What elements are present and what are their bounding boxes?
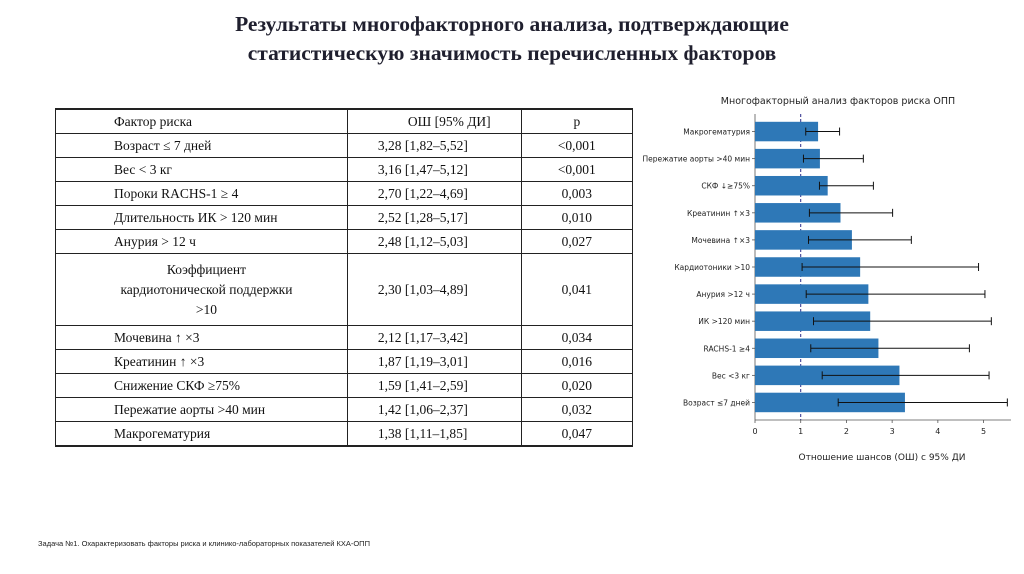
table-row (56, 326, 633, 350)
factor-cell: Пережатие аорты >40 мин (56, 398, 348, 422)
factor-cell: Вес < 3 кг (56, 158, 348, 182)
header-p: р (521, 109, 632, 134)
header-factor: Фактор риска (56, 109, 348, 134)
factor-cell: Мочевина ↑ ×3 (56, 326, 348, 350)
x-tick-label: 0 (752, 427, 758, 436)
p-cell: 0,034 (521, 326, 632, 350)
factor-cell-multiline (56, 254, 348, 326)
or-cell: 3,16 [1,47–5,12] (347, 158, 521, 182)
p-cell: 0,041 (521, 254, 632, 326)
y-tick-label: Анурия >12 ч (696, 290, 750, 300)
x-tick-label: 3 (889, 427, 895, 436)
or-cell: 1,42 [1,06–2,37] (347, 398, 521, 422)
bar (755, 176, 828, 196)
table-row (56, 230, 633, 254)
p-cell: 0,027 (521, 230, 632, 254)
y-tick-label: Мочевина ↑×3 (691, 235, 750, 245)
p-cell: 0,047 (521, 422, 632, 447)
x-tick-label: 5 (981, 427, 987, 436)
forest-chart (634, 88, 1020, 468)
y-tick-label: Креатинин ↑×3 (687, 208, 750, 218)
p-cell: 0,032 (521, 398, 632, 422)
y-tick-label: RACHS-1 ≥4 (703, 344, 750, 354)
or-cell: 2,48 [1,12–5,03] (347, 230, 521, 254)
chart-x-axis-label: Отношение шансов (ОШ) с 95% ДИ (798, 453, 966, 463)
factor-line: >10 (195, 301, 217, 317)
table-row (56, 158, 633, 182)
y-tick-label: Возраст ≤7 дней (683, 398, 750, 408)
or-cell: 2,12 [1,17–3,42] (347, 326, 521, 350)
slide-title (0, 10, 1024, 68)
or-cell: 1,59 [1,41–2,59] (347, 374, 521, 398)
p-cell: 0,016 (521, 350, 632, 374)
factor-cell: Пороки RACHS-1 ≥ 4 (56, 182, 348, 206)
factor-line: Коэффициент (166, 261, 247, 277)
p-cell: <0,001 (521, 134, 632, 158)
y-tick-label: СКФ ↓≥75% (701, 181, 750, 191)
y-tick-label: Макрогематурия (683, 127, 750, 137)
table-row (56, 398, 633, 422)
footnote: Задача №1. Охарактеризовать факторы риска и клинико-лабораторных показателей КХА-ОПП (38, 539, 370, 548)
y-tick-label: Пережатие аорты >40 мин (642, 154, 750, 164)
slide-title-line-2: статистическую значимость перечисленных факторов (247, 41, 777, 65)
y-tick-label: Вес <3 кг (711, 371, 750, 381)
factor-cell: Креатинин ↑ ×3 (56, 350, 348, 374)
forest-chart-svg (634, 88, 1020, 468)
table-row (56, 254, 633, 326)
table-row (56, 422, 633, 447)
or-cell: 1,38 [1,11–1,85] (347, 422, 521, 447)
slide-title-line-1: Результаты многофакторного анализа, подтверждающие (235, 12, 789, 36)
table-header-row (56, 109, 633, 134)
table-row (56, 182, 633, 206)
table-row (56, 206, 633, 230)
table-row (56, 350, 633, 374)
risk-factor-table (55, 108, 633, 447)
or-cell: 2,70 [1,22–4,69] (347, 182, 521, 206)
factor-line: кардиотонической поддержки (120, 281, 293, 297)
or-cell: 1,87 [1,19–3,01] (347, 350, 521, 374)
or-cell: 3,28 [1,82–5,52] (347, 134, 521, 158)
factor-cell: Снижение СКФ ≥75% (56, 374, 348, 398)
table-row (56, 374, 633, 398)
factor-cell: Возраст ≤ 7 дней (56, 134, 348, 158)
factor-cell: Макрогематурия (56, 422, 348, 447)
p-cell: 0,020 (521, 374, 632, 398)
or-cell: 2,30 [1,03–4,89] (347, 254, 521, 326)
y-tick-label: ИК >120 мин (698, 317, 750, 327)
factor-cell: Длительность ИК > 120 мин (56, 206, 348, 230)
header-or: ОШ [95% ДИ] (347, 109, 521, 134)
p-cell: 0,003 (521, 182, 632, 206)
factor-cell: Анурия > 12 ч (56, 230, 348, 254)
chart-title: Многофакторный анализ факторов риска ОПП (720, 96, 956, 107)
y-tick-label: Кардиотоники >10 (674, 263, 750, 272)
x-tick-label: 4 (935, 427, 941, 436)
p-cell: <0,001 (521, 158, 632, 182)
or-cell: 2,52 [1,28–5,17] (347, 206, 521, 230)
p-cell: 0,010 (521, 206, 632, 230)
x-tick-label: 2 (843, 427, 849, 436)
x-tick-label: 1 (798, 427, 804, 436)
table-row (56, 134, 633, 158)
